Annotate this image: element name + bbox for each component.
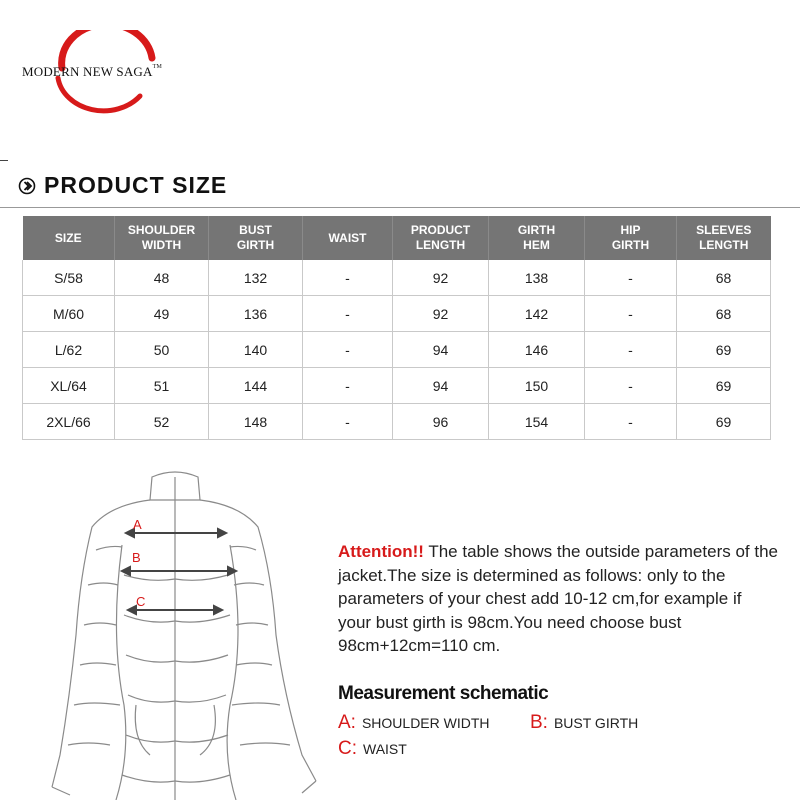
cell-waist: - — [303, 296, 393, 332]
legend-key: C: — [338, 738, 357, 759]
header-girth-hem: GIRTH HEM — [489, 216, 585, 260]
brand-trademark: TM — [152, 64, 163, 70]
cell-product-length: 92 — [393, 260, 489, 296]
cell-hip-girth: - — [585, 296, 677, 332]
legend-item-shoulder-width — [338, 712, 490, 734]
legend-label: WAIST — [363, 741, 407, 757]
header-hip-girth: HIP GIRTH — [585, 216, 677, 260]
table-row — [23, 404, 771, 440]
cell-sleeves-length: 68 — [677, 260, 771, 296]
cell-girth-hem: 154 — [489, 404, 585, 440]
legend-item-bust-girth — [530, 712, 638, 734]
table-row — [23, 368, 771, 404]
marker-b: B — [132, 550, 141, 565]
attention-label: Attention!! — [338, 542, 424, 561]
attention-note — [338, 540, 778, 658]
cell-sleeves-length: 68 — [677, 296, 771, 332]
header-shoulder-width: SHOULDER WIDTH — [115, 216, 209, 260]
cell-waist: - — [303, 332, 393, 368]
cell-hip-girth: - — [585, 404, 677, 440]
attention-paragraph — [338, 540, 778, 658]
divider-tick — [0, 160, 8, 161]
legend-item-waist — [338, 738, 407, 760]
cell-waist: - — [303, 368, 393, 404]
cell-girth-hem: 138 — [489, 260, 585, 296]
cell-product-length: 96 — [393, 404, 489, 440]
cell-size: XL/64 — [23, 368, 115, 404]
cell-waist: - — [303, 260, 393, 296]
brand-name-text: MODERN NEW SAGA — [22, 64, 153, 79]
cell-product-length: 94 — [393, 332, 489, 368]
attention-text: The table shows the outside parameters of the jacket.The size is determined as follows: only to the parameters of your chest add 10-12 cm,for example if your bust girth is 98cm.You need choose bust 98cm+12cm=110 cm. — [338, 542, 778, 655]
cell-hip-girth: - — [585, 368, 677, 404]
cell-girth-hem: 150 — [489, 368, 585, 404]
legend-key: A: — [338, 712, 356, 733]
legend-label: BUST GIRTH — [553, 715, 639, 731]
table-row — [23, 296, 771, 332]
cell-shoulder-width: 52 — [115, 404, 209, 440]
jacket-illustration — [40, 455, 330, 800]
cell-size: 2XL/66 — [23, 404, 115, 440]
cell-size: M/60 — [23, 296, 115, 332]
header-bust-girth: BUST GIRTH — [209, 216, 303, 260]
header-waist: WAIST — [303, 216, 393, 260]
header-size: SIZE — [23, 216, 115, 260]
cell-hip-girth: - — [585, 332, 677, 368]
legend-label: SHOULDER WIDTH — [361, 715, 490, 731]
cell-bust-girth: 148 — [209, 404, 303, 440]
section-divider — [0, 207, 800, 208]
cell-sleeves-length: 69 — [677, 404, 771, 440]
schematic-title: Measurement schematic — [338, 683, 549, 704]
cell-size: L/62 — [23, 332, 115, 368]
cell-bust-girth: 140 — [209, 332, 303, 368]
cell-bust-girth: 144 — [209, 368, 303, 404]
cell-shoulder-width: 50 — [115, 332, 209, 368]
marker-a: A — [133, 517, 142, 532]
cell-bust-girth: 132 — [209, 260, 303, 296]
cell-sleeves-length: 69 — [677, 332, 771, 368]
legend-key: B: — [530, 712, 548, 733]
cell-shoulder-width: 51 — [115, 368, 209, 404]
cell-hip-girth: - — [585, 260, 677, 296]
header-sleeves-length: SLEEVES LENGTH — [677, 216, 771, 260]
cell-shoulder-width: 49 — [115, 296, 209, 332]
cell-girth-hem: 146 — [489, 332, 585, 368]
brand-name — [22, 64, 192, 80]
cell-shoulder-width: 48 — [115, 260, 209, 296]
cell-sleeves-length: 69 — [677, 368, 771, 404]
header-product-length: PRODUCT LENGTH — [393, 216, 489, 260]
section-header — [14, 172, 774, 200]
brand-logo — [22, 30, 192, 120]
cell-girth-hem: 142 — [489, 296, 585, 332]
cell-product-length: 94 — [393, 368, 489, 404]
table-header-row — [23, 216, 771, 260]
cell-waist: - — [303, 404, 393, 440]
marker-c: C — [136, 594, 146, 609]
section-title: PRODUCT SIZE — [44, 172, 228, 198]
size-table — [22, 216, 771, 440]
table-row — [23, 260, 771, 296]
circle-arrow-right-icon — [18, 177, 36, 195]
table-row — [23, 332, 771, 368]
cell-product-length: 92 — [393, 296, 489, 332]
cell-bust-girth: 136 — [209, 296, 303, 332]
cell-size: S/58 — [23, 260, 115, 296]
